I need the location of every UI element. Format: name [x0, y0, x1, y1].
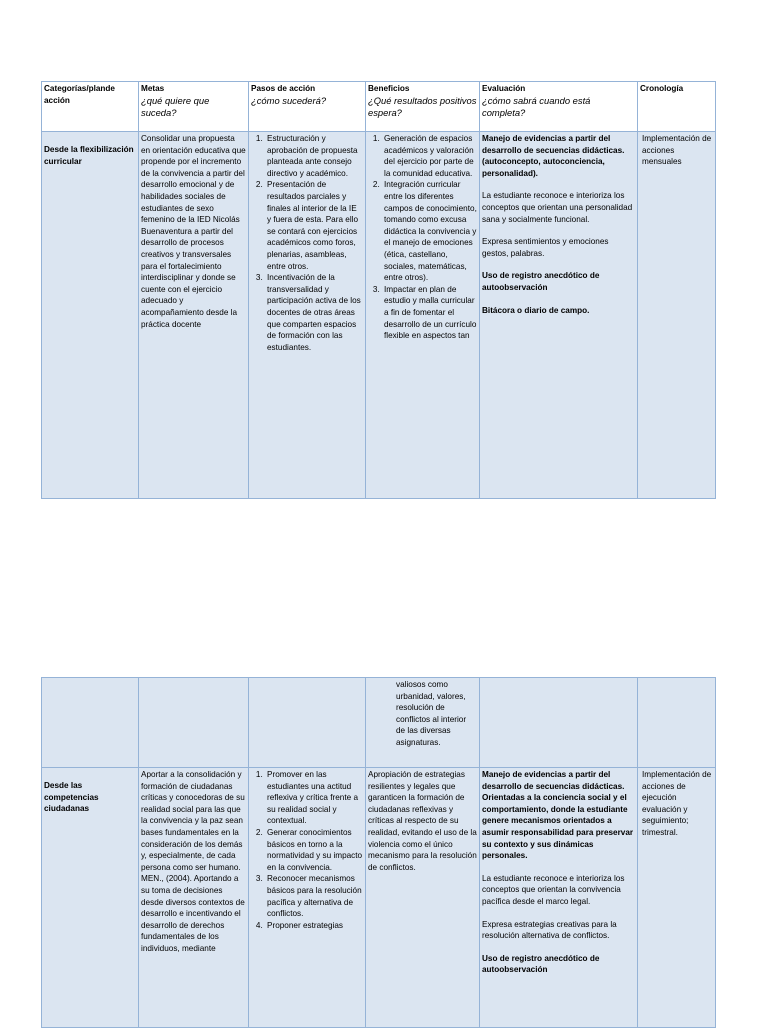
header-evaluation: Evaluación ¿cómo sabrá cuando está completa? — [480, 82, 638, 132]
step-item: 2. Presentación de resultados parciales y finales al interior de la IE y fuera de esta. Para ello se contará con ejercicios académicos como foros, plenarias, asambleas, entre otros. — [265, 179, 363, 272]
goal-cell: Consolidar una propuesta en orientación educativa que propende por el incremento de la convivencia a partir del desarrollo emocional y de habilidades sociales de estudiantes de sexo femenino de la IED Nicolás Buenaventura a partir del desarrollo de procesos creativos y transversales para el fortalecimiento interdisciplinar y donde se cuente con el ejercicio adecuado y acompañamiento desde la práctica docente — [139, 132, 249, 499]
eval-evidence: Manejo de evidencias a partir del desarrollo de secuencias didácticas. (autoconcepto, autoconciencia, personalidad). — [482, 134, 625, 178]
header-row — [42, 82, 716, 132]
eval-record: Uso de registro anecdótico de autoobservación — [482, 953, 600, 975]
step-item: 3. Incentivación de la transversalidad y participación activa de los docentes de otras áreas que comparten espacios de formación con las estudiantes. — [265, 272, 363, 353]
evaluation-cell — [480, 768, 638, 1028]
eval-expression: Expresa sentimientos y emociones gestos, palabras. — [482, 237, 609, 258]
benefit-item: 2. Integración curricular entre los diferentes campos de conocimiento, tomando como excusa didáctica la convivencia y el manejo de emociones (ética, castellano, sociales, matemáticas, entre otros). — [382, 179, 477, 283]
step-item: 1. Promover en las estudiantes una actitud reflexiva y crítica frente a su realidad social y contextual. — [265, 769, 363, 827]
goal-cell: Aportar a la consolidación y formación de ciudadanas críticas y conocedoras de su realidad social para las que la convivencia y la paz sean bases fundamentales en la consideración de los demás y, especialmente, de cada persona como ser humano. MEN., (2004). Aportando a su toma de decisiones desde diversos contextos de desarrollo e incentivando el desarrollo de derechos fundamentales de los individuos, mediante — [139, 768, 249, 1028]
plan-table-page-1 — [41, 81, 716, 499]
benefit-cell: Apropiación de estrategias resilientes y legales que garanticen la formación de ciudadanas reflexivas y críticas al respecto de su realidad, evitando el uso de la violencia como el único mecanismo para la resolución de conflictos. — [366, 768, 480, 1028]
eval-evidence: Manejo de evidencias a partir del desarrollo de secuencias didácticas. Orientadas a la conciencia social y el comportamiento, donde la estudiante genere mecanismos orientados a asumir responsabilidad para preservar su contexto y sus dinámicas personales. — [482, 770, 634, 861]
steps-cell — [249, 132, 366, 499]
plan-table-page-2 — [41, 677, 716, 1028]
step-item: 4. Proponer estrategias — [265, 920, 363, 932]
step-item: 2. Generar conocimientos básicos en torno a la normatividad y su impacto en la convivencia. — [265, 827, 363, 873]
header-goals: Metas ¿qué quiere que suceda? — [139, 82, 249, 132]
step-item: 1. Estructuración y aprobación de propuesta planteada ante consejo directivo y académico. — [265, 133, 363, 179]
benefit-item: 3. Impactar en plan de estudio y malla curricular a fin de fomentar el desarrollo de un currículo flexible en aspectos tan — [382, 284, 477, 342]
header-steps: Pasos de acción ¿cómo sucederá? — [249, 82, 366, 132]
header-category: Categorías/plande acción — [42, 82, 139, 132]
eval-log: Bitácora o diario de campo. — [482, 305, 590, 315]
category-cell: Desde las competencias ciudadanas — [42, 768, 139, 1028]
timeline-cell: Implementación de acciones de ejecución evaluación y seguimiento; trimestral. — [638, 768, 716, 1028]
timeline-cell: Implementación de acciones mensuales — [638, 132, 716, 499]
row-flexibilizacion — [42, 132, 716, 499]
header-benefits: Beneficios ¿Qué resultados positivos espera? — [366, 82, 480, 132]
category-cell: Desde la flexibilización curricular — [42, 132, 139, 499]
continuation-row — [42, 678, 716, 768]
benefits-cell — [366, 132, 480, 499]
step-item: 3. Reconocer mecanismos básicos para la resolución pacífica y alternativa de conflictos. — [265, 873, 363, 919]
header-timeline: Cronología — [638, 82, 716, 132]
eval-concepts: La estudiante reconoce e interioriza los conceptos que orientan la convivencia pacífica desde el marco legal. — [482, 873, 625, 906]
evaluation-cell — [480, 132, 638, 499]
eval-expression: Expresa estrategias creativas para la resolución alternativa de conflictos. — [482, 919, 617, 941]
eval-concepts: La estudiante reconoce e interioriza los conceptos que orientan una personalidad sana y socialmente funcional. — [482, 191, 633, 224]
benefit-continuation: valiosos como urbanidad, valores, resolución de conflictos al interior de las diversas asignaturas. — [366, 678, 480, 768]
eval-record: Uso de registro anecdótico de autoobservación — [482, 271, 600, 292]
steps-cell — [249, 768, 366, 1028]
benefit-item: 1. Generación de espacios académicos y valoración del ejercicio por parte de la comunidad educativa. — [382, 133, 477, 179]
row-competencias — [42, 768, 716, 1028]
